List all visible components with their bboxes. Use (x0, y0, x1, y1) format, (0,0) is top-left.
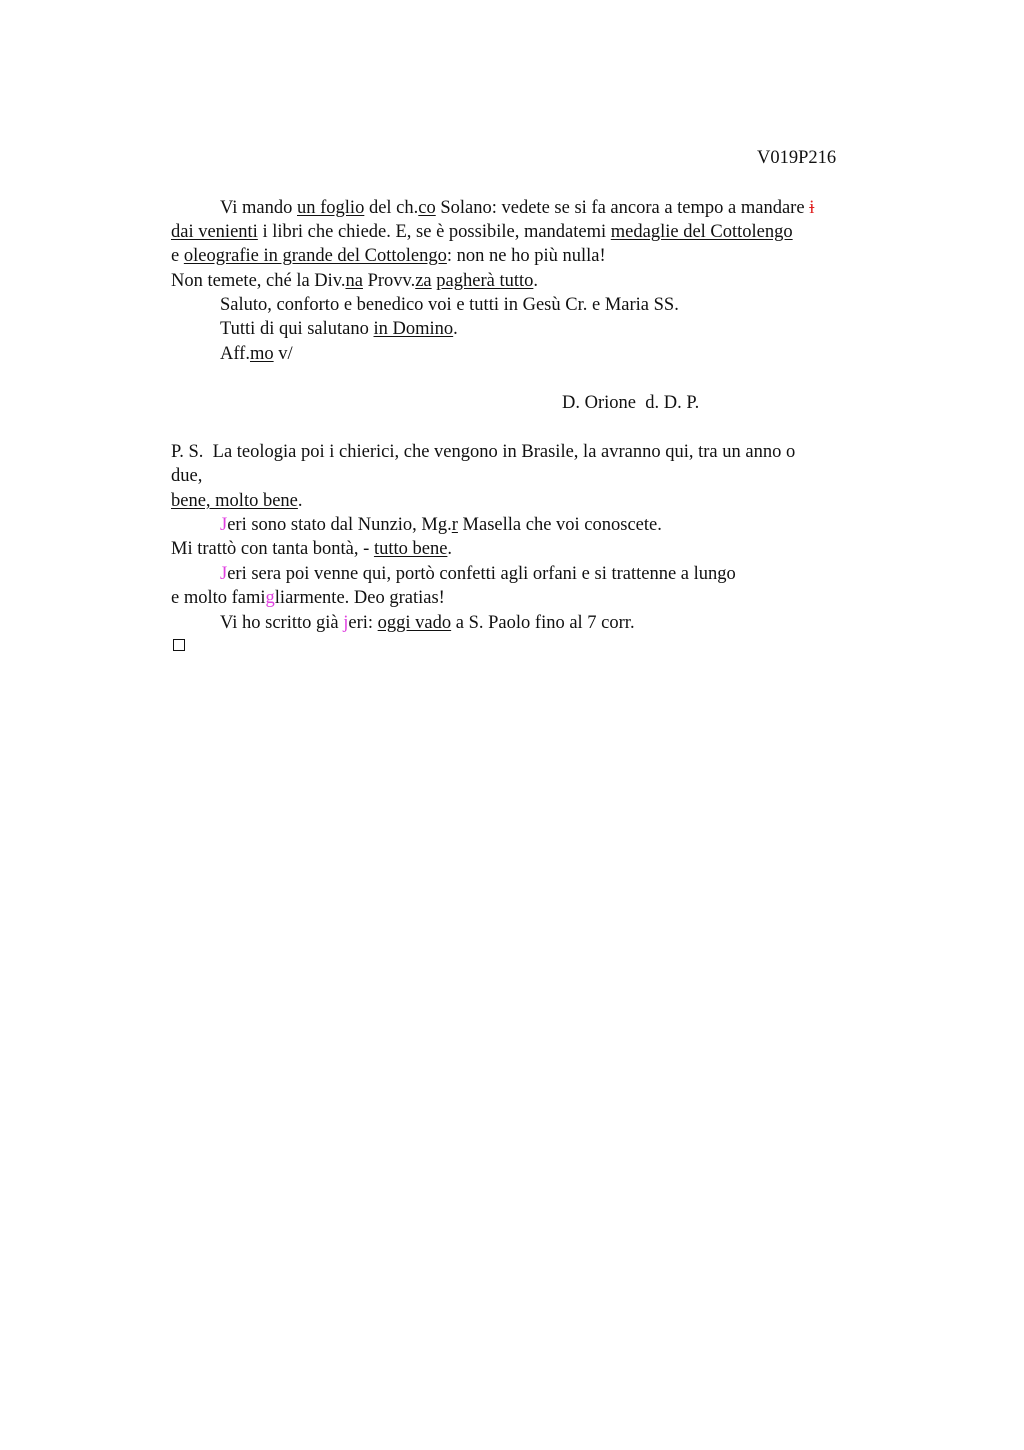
text: . (533, 271, 538, 291)
inserted-letter: j (343, 613, 349, 633)
text: Provv. (362, 271, 416, 291)
inserted-letter: J (220, 564, 228, 584)
underlined-text: dai venienti (171, 222, 258, 242)
text: . (447, 539, 453, 559)
deleted-text: i (809, 198, 815, 218)
underlined-text: oggi vado (377, 613, 452, 633)
inserted-letter: J (220, 515, 228, 535)
text: Masella che voi conoscete. (457, 515, 662, 535)
signature: D. Orione d. D. P. (562, 393, 700, 413)
page-code: V019P216 (757, 148, 837, 168)
letter-line (220, 196, 814, 220)
underlined-text: mo (249, 344, 274, 364)
text: liarmente. Deo gratias! (274, 588, 445, 608)
underlined-text: co (418, 198, 436, 218)
text: Vi ho scritto già (220, 613, 344, 633)
postscript-line (220, 513, 662, 537)
postscript-line (171, 537, 452, 561)
text: eri sono stato dal Nunzio, Mg. (227, 515, 452, 535)
greeting-line (220, 317, 458, 341)
text: Solano: vedete se si fa ancora a tempo a mandare (435, 198, 810, 218)
text: Vi mando (220, 198, 297, 218)
postscript-line (220, 562, 736, 586)
text: i libri che chiede. E, se è possibile, mandatemi (257, 222, 611, 242)
text: Aff. (220, 344, 250, 364)
letter-line (171, 244, 606, 268)
text: : non ne ho più nulla! (446, 246, 606, 266)
text: eri: (348, 613, 378, 633)
underlined-text: medaglie del Cottolengo (610, 222, 793, 242)
text: e (171, 246, 184, 266)
text: e molto fami (171, 588, 266, 608)
underlined-text: oleografie in grande del Cottolengo (183, 246, 447, 266)
greeting-line: Saluto, conforto e benedico voi e tutti in Gesù Cr. e Maria SS. (220, 295, 679, 315)
underlined-text: in Domino (373, 319, 454, 339)
underlined-text: na (345, 271, 363, 291)
underlined-text: un foglio (297, 198, 365, 218)
text: Mi trattò con tanta bontà, - (171, 539, 374, 559)
text: . (453, 319, 458, 339)
postscript-line: P. S. La teologia poi i chierici, che vengono in Brasile, la avranno qui, tra un anno o (171, 442, 796, 462)
postscript-line (171, 489, 303, 513)
inserted-letter: g (265, 588, 275, 608)
letter-line (171, 220, 793, 244)
underlined-text: pagherà tutto (436, 271, 534, 291)
text: eri sera poi venne qui, portò confetti agli orfani e si trattenne a lungo (227, 564, 736, 584)
postscript-line (220, 611, 635, 635)
postscript-line (171, 586, 445, 610)
letter-line (171, 269, 538, 293)
text: Tutti di qui salutano (220, 319, 374, 339)
text: del ch. (364, 198, 419, 218)
text: a S. Paolo fino al 7 corr. (451, 613, 635, 633)
text: v/ (273, 344, 293, 364)
checkbox-icon (173, 639, 185, 651)
closing-line (220, 342, 293, 366)
underlined-text: za (415, 271, 432, 291)
text: Non temete, ché la Div. (171, 271, 346, 291)
underlined-text: r (451, 515, 458, 535)
postscript-line: due, (171, 466, 203, 486)
underlined-text: bene, molto bene (171, 491, 298, 511)
text: . (297, 491, 303, 511)
underlined-text: tutto bene (373, 539, 448, 559)
